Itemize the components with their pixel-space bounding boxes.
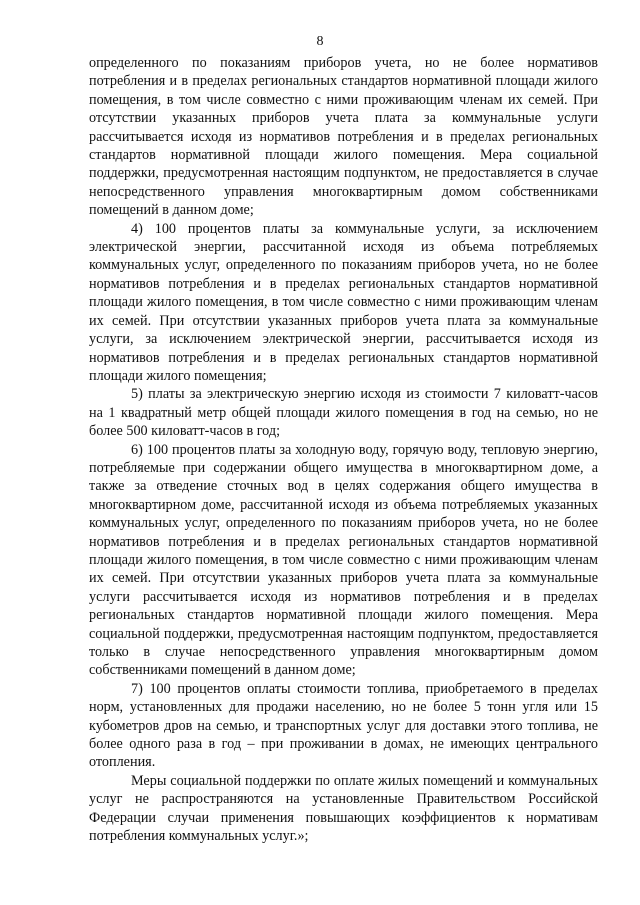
paragraph-closing: Меры социальной поддержки по оплате жилых помещений и коммунальных услуг не распространяются на установленные Правительством Российской Федерации случаи применения повышающих коэффициентов к нормативам потребления коммунальных услуг.»; xyxy=(89,772,598,845)
paragraph-item-5: 5) платы за электрическую энергию исходя из стоимости 7 киловатт-часов на 1 квадратный метр общей площади жилого помещения в год на семью, но не более 500 киловатт-часов в год; xyxy=(89,386,598,440)
paragraph-continuation: определенного по показаниям приборов учета, но не более нормативов потребления и в пределах региональных стандартов нормативной площади жилого помещения, в том числе совместно с ними проживающим членам их семей. При отсутствии указанных приборов учета плата за коммунальные услуги рассчитывается исходя из нормативов потребления и в пределах региональных стандартов нормативной площади жилого помещения. Мера социальной поддержки, предусмотренная настоящим подпунктом, не предоставляется в случае непосредственного управления многоквартирным домом собственниками помещений в данном доме; xyxy=(89,55,598,219)
paragraph-item-7: 7) 100 процентов оплаты стоимости топлива, приобретаемого в пределах норм, установленных для продажи населению, но не более 5 тонн угля или 15 кубометров дров на семью, и транспортных услуг для доставки этого топлива, не более одного раза в год – при проживании в домах, не имеющих центрального отопления. xyxy=(89,680,598,771)
paragraph-item-6: 6) 100 процентов платы за холодную воду, горячую воду, тепловую энергию, потребляемые при содержании общего имущества в многоквартирном доме, а также за отведение сточных вод в целях содержания общего имущества в многоквартирном доме, рассчитанной исходя из объема потребляемых указанных коммунальных услуг, определенного по показаниям приборов учета, но не более нормативов потребления и в пределах региональных стандартов нормативной площади жилого помещения, в том числе совместно с ними проживающим членам их семей. При отсутствии указанных приборов учета плата за коммунальные услуги рассчитывается исходя из нормативов потребления и в пределах региональных стандартов нормативной площади жилого помещения. Мера социальной поддержки, предусмотренная настоящим подпунктом, предоставляется только в случае непосредственного управления многоквартирным домом собственниками помещений в данном доме; xyxy=(89,441,598,679)
page-number: 8 xyxy=(316,34,324,49)
document-body xyxy=(89,54,598,845)
paragraph-item-4: 4) 100 процентов платы за коммунальные услуги, за исключением электрической энергии, рассчитанной исходя из объема потребляемых коммунальных услуг, определенного по показаниям приборов учета, но не более нормативов потребления и в пределах региональных стандартов нормативной площади жилого помещения, в том числе совместно с ними проживающим членам их семей. При отсутствии указанных приборов учета плата за коммунальные услуги, за исключением электрической энергии, рассчитывается исходя из нормативов потребления и в пределах региональных стандартов нормативной площади жилого помещения; xyxy=(89,220,598,384)
